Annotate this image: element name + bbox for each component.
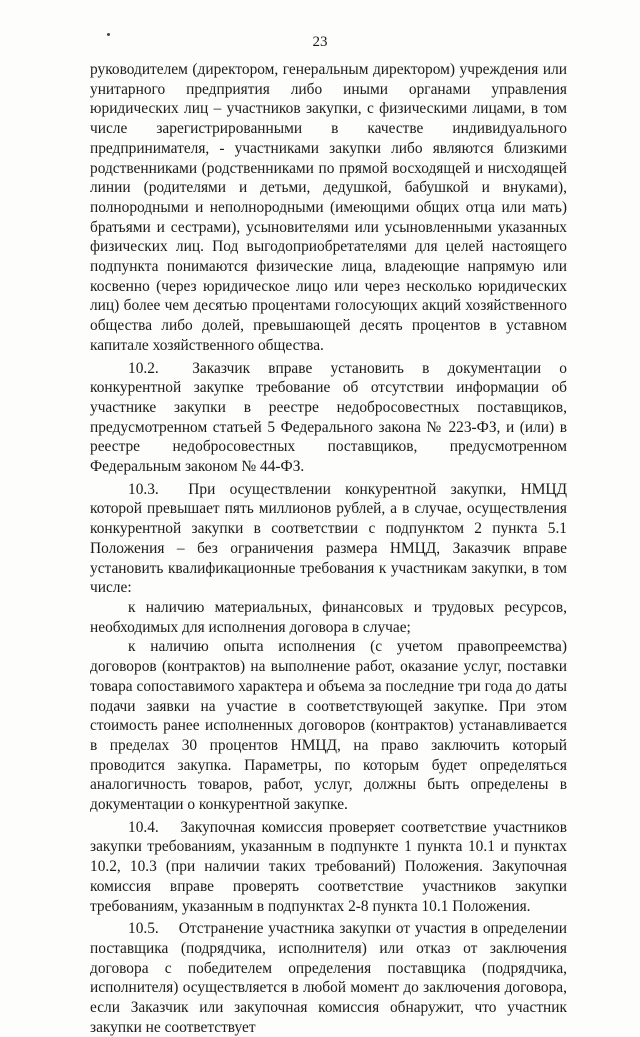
paragraph-10-5 (90, 919, 567, 1037)
paragraph-number: 10.4. (128, 818, 159, 836)
list-item-experience (90, 637, 567, 814)
paragraph-number: 10.2. (128, 359, 159, 377)
paragraph-number: 10.5. (128, 920, 159, 938)
paragraph-text: к наличию материальных, финансовых и трудовых ресурсов, необходимых для исполнения договора в случае; (90, 598, 567, 636)
paragraph-text: Заказчик вправе установить в документации о конкурентной закупке требование об отсутствии информации об участнике закупки в реестре недобросовестных поставщиков, предусмотренном статьей 5 Федерального закона № 223-ФЗ, и (или) в реестре недобросовестных поставщиков, предусмотренном Федеральным законом № 44-ФЗ. (90, 359, 567, 476)
paragraph-text: руководителем (директором, генеральным директором) учреждения или унитарного предприятия либо иными органами управления юридических лиц – участников закупки, с физическими лицами, в том числе зарегистрированными в качестве индивидуального предпринимателя, - участниками закупки либо являются близкими родственниками (родственниками по прямой восходящей и нисходящей линии (родителями и детьми, дедушкой, бабушкой и внуками), полнородными и неполнородными (имеющими общих отца или мать) братьями и сестрами), усыновителями или усыновленными указанных физических лиц. Под выгодоприобретателями для целей настоящего подпункта понимаются физические лица, владеющие напрямую или косвенно (через юридическое лицо или через несколько юридических лиц) более чем десятью процентами голосующих акций хозяйственного общества либо долей, превышающей десять процентов в уставном капитале хозяйственного общества. (90, 61, 567, 354)
list-item-resources (90, 598, 567, 637)
document-body (90, 60, 567, 1037)
paragraph-number: 10.3. (128, 480, 159, 498)
paragraph-text: к наличию опыта исполнения (с учетом правопреемства) договоров (контрактов) на выполнение работ, оказание услуг, поставки товара сопоставимого характера и объема за последние три года до даты подачи заявки на участие в соответствующей закупке. При этом стоимость ранее исполненных договоров (контрактов) устанавливается в пределах 30 процентов НМЦД, на право заключить который проводится закупка. Параметры, по которым будет определяться аналогичность товаров, работ, услуг, должны быть определены в документации о конкурентной закупке. (90, 638, 567, 814)
paragraph-continuation (90, 60, 567, 356)
paragraph-text: Отстранение участника закупки от участия в определении поставщика (подрядчика, исполнителя) или отказ от заключения договора с победителем определения поставщика (подрядчика, исполнителя) осуществляется в любой момент до заключения договора, если Заказчик или закупочная комиссия обнаружит, что участник закупки не соответствует (90, 920, 567, 1036)
paragraph-10-3 (90, 480, 567, 598)
paragraph-text: Закупочная комиссия проверяет соответствие участников закупки требованиям, указанным в подпункте 1 пункта 10.1 и пунктах 10.2, 10.3 (при наличии таких требований) Положения. Закупочная комиссия вправе проверять соответствие участников закупки требованиям, указанным в подпунктах 2-8 пункта 10.1 Положения. (90, 818, 567, 915)
paragraph-10-2 (90, 359, 567, 477)
page-number: 23 (312, 34, 328, 50)
paragraph-text: При осуществлении конкурентной закупки, НМЦД которой превышает пять миллионов рублей, а в случае, осуществления конкурентной закупки в соответствии с подпунктом 2 пункта 5.1 Положения – без ограничения размера НМЦД, Заказчик вправе установить квалификационные требования к участникам закупки, в том числе: (90, 480, 567, 597)
paragraph-10-4 (90, 818, 567, 917)
